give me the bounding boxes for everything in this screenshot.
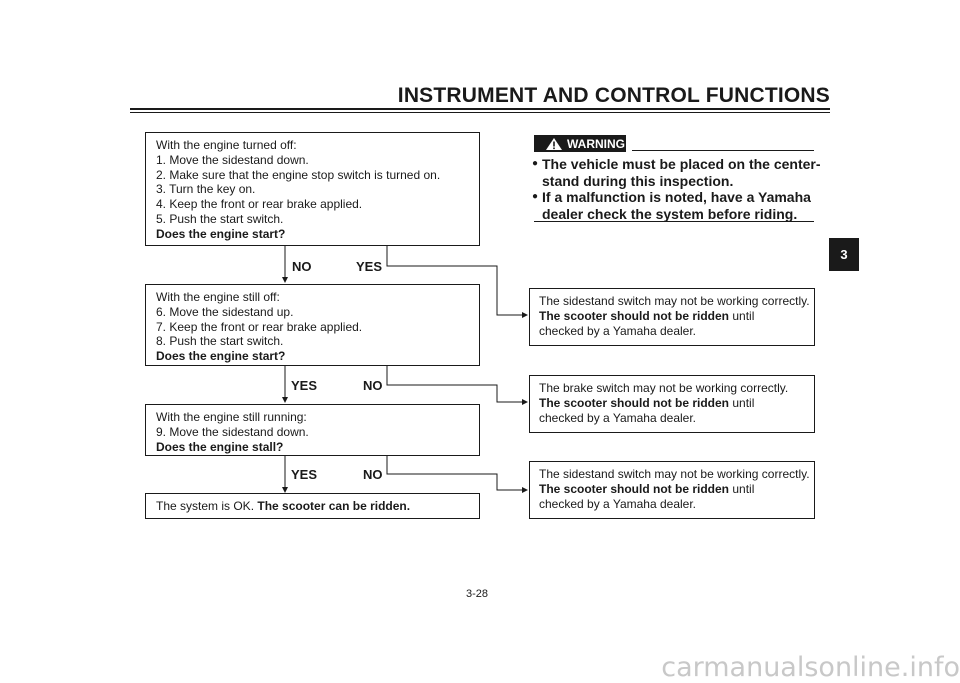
result3-box (529, 461, 815, 519)
bullet-icon: ● (532, 158, 539, 169)
warning-list (532, 156, 832, 222)
warning-item (532, 156, 832, 189)
step2-line: 7. Keep the front or rear brake applied. (156, 319, 363, 334)
result2-line3: checked by a Yamaha dealer. (539, 410, 696, 425)
step3-box (145, 404, 480, 456)
step3-line: 9. Move the sidestand down. (156, 424, 309, 439)
connector-to-result3 (387, 456, 527, 490)
result2-box (529, 375, 815, 433)
warning-label: WARNING (567, 136, 625, 151)
branch2-yes-label: YES (291, 378, 318, 393)
connector-to-result2 (387, 366, 527, 402)
result1-line1: The sidestand switch may not be working correctly. (539, 294, 810, 308)
result2-bold: The scooter should not be ridden (539, 395, 730, 410)
watermark: carmanualsonline.info (661, 652, 960, 683)
step1-line: 5. Push the start switch. (156, 211, 284, 226)
page-number: 3-28 (466, 588, 489, 600)
result1-line3: checked by a Yamaha dealer. (539, 323, 696, 338)
branch1-no-label: NO (292, 259, 312, 274)
warning-rule-top (632, 150, 814, 151)
step2-question: Does the engine start? (156, 349, 286, 364)
step1-line: 4. Keep the front or rear brake applied. (156, 197, 363, 212)
step2-line: 6. Move the sidestand up. (156, 304, 294, 319)
branch1-yes-label: YES (356, 259, 383, 274)
warning-item (532, 189, 832, 222)
result2-rest: until (732, 395, 755, 410)
warning-badge (534, 135, 626, 152)
branch3-no-label: NO (363, 467, 383, 482)
result-ok-box (145, 493, 480, 519)
warning-item-line: stand during this inspection. (542, 172, 734, 189)
result3-rest: until (732, 481, 755, 496)
result-ok-text: The system is OK. (156, 499, 255, 513)
step3-question: Does the engine stall? (156, 439, 284, 454)
result2-line1: The brake switch may not be working correctly. (539, 381, 789, 395)
step1-box (145, 132, 480, 246)
result1-box (529, 288, 815, 346)
step3-line: With the engine still running: (156, 410, 307, 424)
result3-line1: The sidestand switch may not be working correctly. (539, 467, 810, 481)
chapter-tab[interactable]: 3 (829, 238, 859, 271)
result-ok-bold: The scooter can be ridden. (257, 499, 411, 513)
result1-bold: The scooter should not be ridden (539, 308, 730, 323)
step2-line: With the engine still off: (156, 290, 280, 304)
warning-item-line: If a malfunction is noted, have a Yamaha (542, 189, 811, 205)
result1-rest: until (732, 308, 755, 323)
warning-item-line: The vehicle must be placed on the center- (542, 156, 821, 172)
branch2-no-label: NO (363, 378, 383, 393)
bullet-icon: ● (532, 191, 539, 202)
step1-line: 1. Move the sidestand down. (156, 152, 309, 167)
step1-line: 2. Make sure that the engine stop switch is turned on. (156, 167, 441, 182)
warning-rule-bottom (534, 221, 814, 222)
step2-line: 8. Push the start switch. (156, 334, 284, 349)
step1-line: With the engine turned off: (156, 138, 297, 152)
result3-bold: The scooter should not be ridden (539, 481, 730, 496)
result3-line3: checked by a Yamaha dealer. (539, 496, 696, 511)
warning-item-line: dealer check the system before riding. (542, 205, 798, 222)
step1-question: Does the engine start? (156, 226, 286, 241)
step1-line: 3. Turn the key on. (156, 182, 256, 197)
page-header-title: INSTRUMENT AND CONTROL FUNCTIONS (397, 84, 830, 107)
step2-box (145, 284, 480, 366)
branch3-yes-label: YES (291, 467, 318, 482)
warning-icon (545, 137, 563, 151)
